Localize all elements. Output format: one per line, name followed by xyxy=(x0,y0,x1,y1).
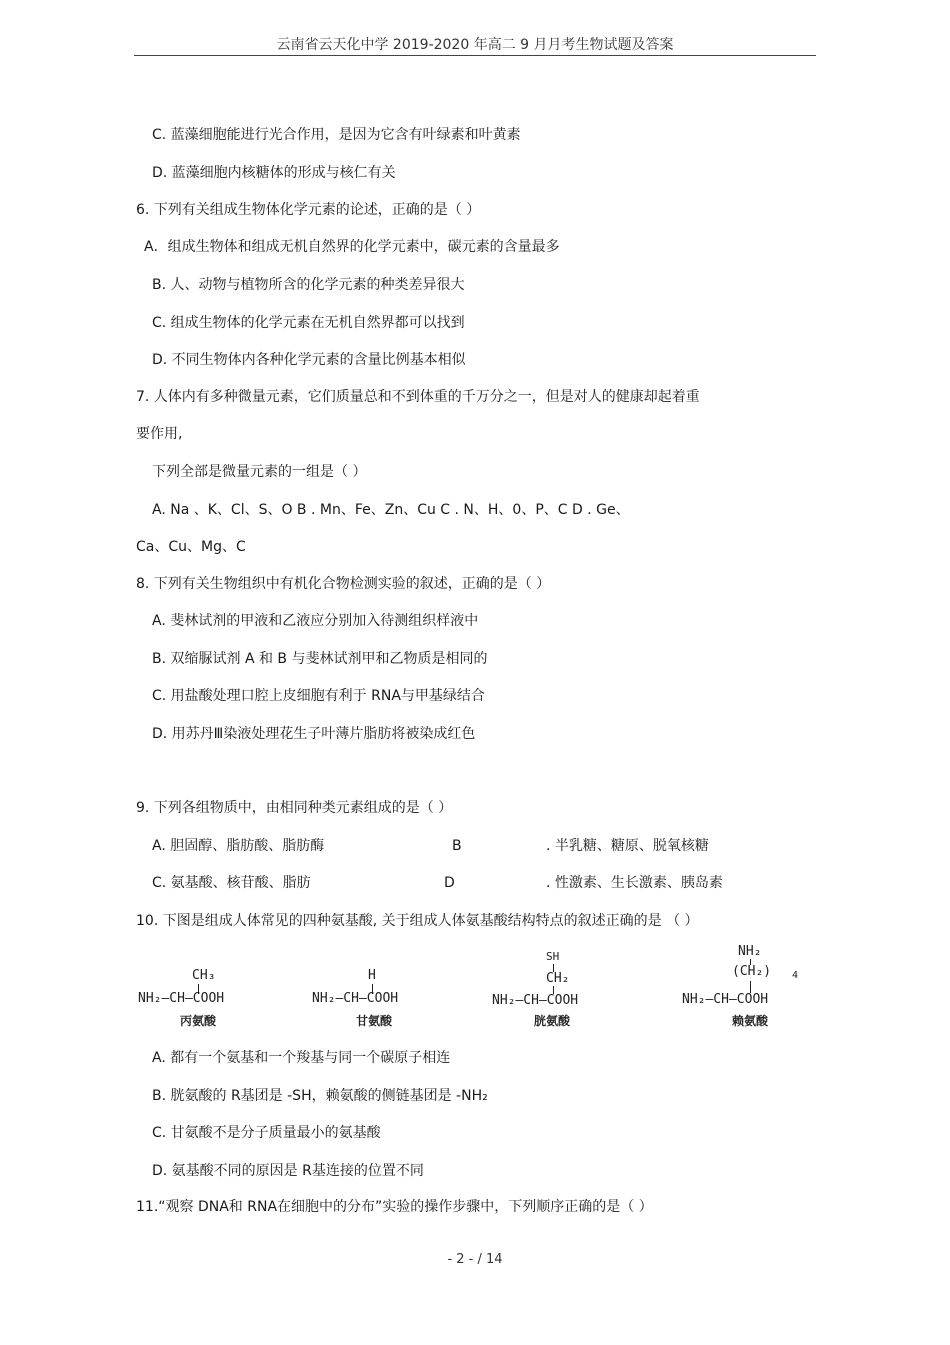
q9-option-b-letter: B xyxy=(452,838,462,854)
q10-stem: 10. 下图是组成人体常见的四种氨基酸, 关于组成人体氨基酸结构特点的叙述正确的是 （ ） xyxy=(136,913,699,929)
lysine-subscript: 4 xyxy=(792,970,799,981)
q10-option-b: B. 胱氨酸的 R基团是 -SH，赖氨酸的侧链基团是 -NH₂ xyxy=(152,1088,488,1104)
glycine-label: 甘氨酸 xyxy=(356,1014,393,1028)
q7-options-cont: Ca、Cu、Mg、C xyxy=(136,539,246,555)
q6-option-d: D. 不同生物体内各种化学元素的含量比例基本相似 xyxy=(152,352,466,368)
q9-option-c: C. 氨基酸、核苷酸、脂肪 xyxy=(152,875,311,891)
alanine-chain: NH₂—CH—COOH xyxy=(138,991,225,1006)
page-number: - 2 - / 14 xyxy=(447,1252,503,1267)
page-header: 云南省云天化中学 2019-2020 年高二 9 月月考生物试题及答案 xyxy=(276,37,674,53)
lysine-nh2-group: NH₂ xyxy=(738,944,762,959)
cysteine-r-group: CH₂ xyxy=(546,971,570,986)
q7-options: A. Na 、K、Cl、S、O B . Mn、Fe、Zn、Cu C . N、H、0、P、C D . Ge、 xyxy=(152,502,630,518)
q5-option-d: D. 蓝藻细胞内核糖体的形成与核仁有关 xyxy=(152,165,396,181)
q11-stem: 11.“观察 DNA和 RNA在细胞中的分布”实验的操作步骤中，下列顺序正确的是（ ） xyxy=(136,1199,653,1215)
alanine-label: 丙氨酸 xyxy=(180,1014,217,1028)
q5-option-c: C. 蓝藻细胞能进行光合作用，是因为它含有叶绿素和叶黄素 xyxy=(152,127,521,143)
q6-option-b: B. 人、动物与植物所含的化学元素的种类差异很大 xyxy=(152,277,465,293)
q7-question: 下列全部是微量元素的一组是（ ） xyxy=(152,464,367,480)
q9-option-d-letter: D xyxy=(444,875,455,891)
q10-option-c: C. 甘氨酸不是分子质量最小的氨基酸 xyxy=(152,1125,381,1141)
q10-option-a: A. 都有一个氨基和一个羧基与同一个碳原子相连 xyxy=(152,1050,451,1066)
q6-option-c: C. 组成生物体的化学元素在无机自然界都可以找到 xyxy=(152,315,465,331)
q6-option-a: A．组成生物体和组成无机自然界的化学元素中，碳元素的含量最多 xyxy=(144,239,560,255)
q8-option-b: B. 双缩脲试剂 A 和 B 与斐林试剂甲和乙物质是相同的 xyxy=(152,651,488,667)
q8-stem: 8. 下列有关生物组织中有机化合物检测实验的叙述，正确的是（ ） xyxy=(136,576,551,592)
q7-stem: 7. 人体内有多种微量元素，它们质量总和不到体重的千万分之一，但是对人的健康却起着重 xyxy=(136,389,700,405)
lysine-chain: NH₂—CH—COOH xyxy=(682,992,769,1007)
q6-stem: 6. 下列有关组成生物体化学元素的论述，正确的是（ ） xyxy=(136,202,481,218)
q8-option-d: D. 用苏丹Ⅲ染液处理花生子叶薄片脂肪将被染成红色 xyxy=(152,726,476,742)
q8-option-c: C. 用盐酸处理口腔上皮细胞有利于 RNA与甲基绿结合 xyxy=(152,688,485,704)
q9-stem: 9. 下列各组物质中，由相同种类元素组成的是（ ） xyxy=(136,800,453,816)
cysteine-sh-group: SH xyxy=(546,950,560,963)
glycine-r-group: H xyxy=(368,968,376,983)
glycine-structure xyxy=(312,966,472,1030)
q8-option-a: A. 斐林试剂的甲液和乙液应分别加入待测组织样液中 xyxy=(152,613,479,629)
q10-option-d: D. 氨基酸不同的原因是 R基连接的位置不同 xyxy=(152,1163,424,1179)
alanine-structure xyxy=(138,966,298,1030)
q9-option-b: . 半乳糖、糖原、脱氧核糖 xyxy=(546,838,709,854)
alanine-r-group: CH₃ xyxy=(192,968,216,983)
q7-stem-cont: 要作用, xyxy=(136,426,183,442)
lysine-structure xyxy=(682,944,852,1030)
cysteine-label: 胱氨酸 xyxy=(534,1014,571,1028)
cysteine-structure xyxy=(492,950,652,1030)
glycine-chain: NH₂—CH—COOH xyxy=(312,991,399,1006)
q9-option-a: A. 胆固醇、脂肪酸、脂肪酶 xyxy=(152,838,325,854)
header-rule xyxy=(134,55,816,56)
cysteine-chain: NH₂—CH—COOH xyxy=(492,993,579,1008)
q9-option-d: . 性激素、生长激素、胰岛素 xyxy=(546,875,723,891)
lysine-label: 赖氨酸 xyxy=(732,1014,769,1028)
lysine-ch2-group: (CH₂) xyxy=(732,964,772,979)
